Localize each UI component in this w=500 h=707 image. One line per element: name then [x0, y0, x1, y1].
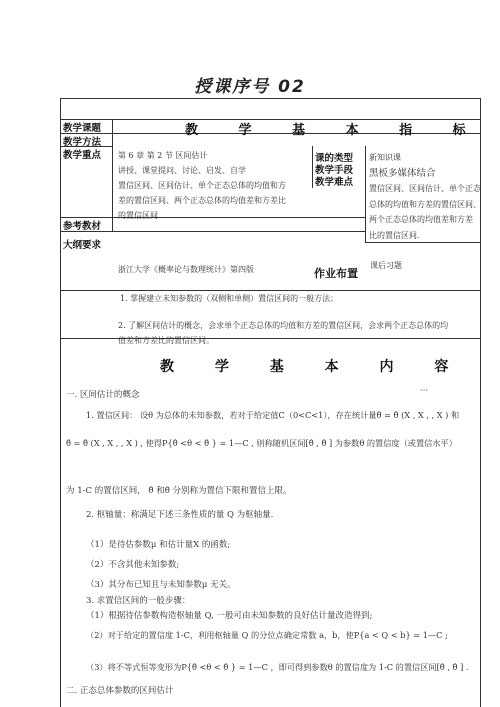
step-item: （3）将不等式恒等变形为P{θ̂ <θ < θ̂ } = 1—C ，即可得到参数θ 的置信度为 1-C 的置信区间[θ̂ , θ̂ ] . — [86, 662, 469, 672]
ellipsis: ··· — [420, 386, 429, 396]
page-title: 授课序号 02 — [194, 77, 306, 97]
right-column-text — [369, 150, 481, 243]
label-teaching-method: 教学方法 — [63, 137, 102, 148]
table-border-top — [60, 98, 480, 99]
label-teaching-means: 教学手段 — [315, 165, 354, 176]
definition-line: 1. 置信区间： 设θ 为总体的未知参数，若对于给定值C（0<C<1），存在统计量θ̂ = θ̂ (X , X , , X ) 和 — [86, 410, 460, 420]
syllabus-item: 2. 了解区间估计的概念，会求单个正态总体的均值和方差的置信区间，会求两个正态总体的均 — [118, 321, 449, 330]
header-basic-indicators: 教 学 基 本 指 标 — [185, 123, 484, 138]
paragraph: 2. 枢轴量：称满足下述三条性质的量 Q 为枢轴量. — [86, 510, 274, 520]
property-item: （3）其分布已知且与未知参数μ 无关。 — [86, 580, 236, 590]
property-item: （2）不含其他未知参数; — [86, 560, 180, 570]
table-border-left-lower — [60, 338, 61, 707]
difficulty-line: 总体的均值和方差的置信区间、 — [369, 199, 481, 209]
label-course-topic: 教学课题 — [63, 123, 102, 134]
label-difficulty: 教学难点 — [315, 177, 354, 188]
difficulty-line: 置信区间、区间估计、单个正态 — [369, 184, 481, 193]
table-col-line — [112, 119, 113, 231]
difficulty-line: 两个正态总体的均值差和方差 — [369, 215, 473, 224]
table-row-line — [60, 231, 365, 232]
step-item: （2）对于给定的置信度 1-C，利用枢轴量 Q 的分位点确定常数 a，b，使P{a < Q < b} = 1—C ; — [86, 630, 448, 640]
key-points-line: 讲授、课堂提问、讨论、启发、自学 — [118, 166, 246, 175]
table-border-left — [60, 98, 61, 338]
section-heading: 一. 区间估计的概念 — [66, 390, 140, 400]
paragraph: 3. 求置信区间的一般步骤： — [86, 596, 191, 606]
header-basic-content: 教 学 基 本 内 容 — [160, 359, 467, 375]
step-item: （1）根据待估参数构造枢轴量 Q, 一般可由未知参数的良好估计量改造得到; — [86, 611, 373, 621]
key-points-line: 差的置信区间、两个正态总体的均值差和方差比 — [118, 196, 286, 205]
teaching-means-value: 黑板多媒体结合 — [369, 167, 436, 179]
reference-text: 浙江大学《概率论与数理统计》第四版 — [118, 265, 254, 274]
label-syllabus: 大纲要求 — [63, 240, 102, 251]
label-reference: 参考教材 — [63, 221, 102, 232]
syllabus-item: 1. 掌握建立未知参数的（双侧和单侧）置信区间的一般方法； — [120, 294, 339, 303]
table-border-right-lower — [480, 338, 481, 707]
homework-text: 课后习题 — [370, 261, 402, 270]
key-points-line: 置信区间、区间估计、单个正态总体的均值和方 — [118, 181, 286, 190]
property-item: （1）是待估参数μ 和估计量X 的函数; — [86, 540, 231, 550]
section-heading: 二. 正态总体参数的区间估计 — [66, 686, 174, 696]
syllabus-item: 值差和方差比的置信区间。 — [118, 336, 214, 345]
lesson-type-value: 新知识课 — [369, 153, 401, 162]
label-key-points: 教学重点 — [63, 150, 102, 161]
label-lesson-type: 课的类型 — [315, 153, 354, 164]
key-points-text — [118, 148, 313, 223]
key-points-line: 第 6 章 第 2 节 区间估计 — [118, 151, 208, 160]
label-homework: 作业布置 — [314, 267, 358, 280]
definition-line: θ̂ = θ̂ (X , X , , X ) , 使得P{θ̂ <θ < θ̂ } = 1—C , 则称随机区间[θ̂ , θ̂ ] 为参数θ 的置信度（或置信水平） — [66, 438, 457, 448]
table-col-line — [365, 146, 366, 242]
definition-line: 为 1-C 的置信区间， θ̂ 和θ̂ 分别称为置信下限和置信上限。 — [66, 486, 292, 496]
difficulty-line: 比的置信区间. — [369, 230, 420, 240]
key-points-line: 的置信区间. — [118, 211, 161, 220]
